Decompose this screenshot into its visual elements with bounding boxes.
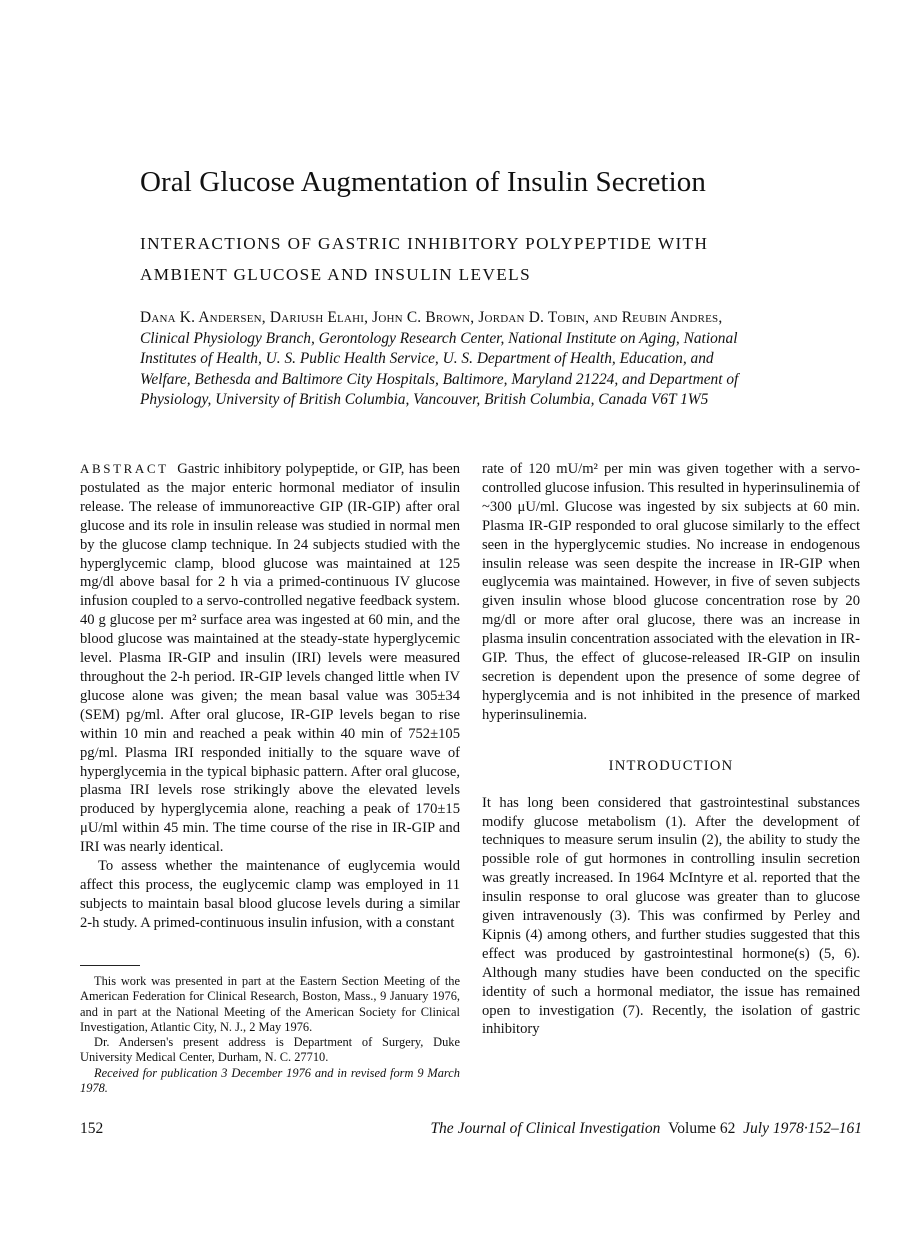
article-subtitle <box>140 228 840 290</box>
footnote-2: Dr. Andersen's present address is Department of Surgery, Duke University Medical Center, Durham, N. C. 27710. <box>80 1035 460 1065</box>
right-column <box>482 460 860 1039</box>
introduction-heading: INTRODUCTION <box>608 757 734 774</box>
abstract-text-2: To assess whether the maintenance of euglycemia would affect this process, the euglycemic clamp was employed in 11 subjects to maintain basal blood glucose levels during a similar 2-h study. A primed-continuous insulin infusion, with a constant <box>80 858 460 931</box>
journal-volume: Volume 62 <box>668 1120 736 1137</box>
author-affiliation: Clinical Physiology Branch, Gerontology Research Center, National Institute on Aging, National Institutes of Health, U. S. Public Health Service, U. S. Department of Health, Education, and Welfare, Bethesda and Baltimore City Hospitals, Baltimore, Maryland 21224, and Department of Physiology, University of British Columbia, Vancouver, British Columbia, Canada V6T 1W5 <box>140 329 739 409</box>
subtitle-line-2: AMBIENT GLUCOSE AND INSULIN LEVELS <box>140 265 532 284</box>
author-names: Dana K. Andersen, Dariush Elahi, John C. Brown, Jordan D. Tobin, and Reubin Andres, <box>140 309 723 326</box>
abstract-text-1: Gastric inhibitory polypeptide, or GIP, has been postulated as the major enteric hormonal mediator of insulin release. The release of immunoreactive GIP (IR-GIP) after oral glucose and its role in insulin release was studied in normal men by the glucose clamp technique. In 24 subjects studied with the hyperglycemic clamp, blood glucose was maintained at 125 mg/dl above basal for 2 h via a primed-continuous IV glucose infusion coupled to a servo-controlled negative feedback system. 40 g glucose per m² surface area was ingested at 60 min, and the blood glucose was maintained at the steady-state hyperglycemic level. Plasma IR-GIP and insulin (IRI) levels were measured throughout the 2-h period. IR-GIP levels changed little when IV glucose alone was given; the mean basal value was 305±34 (SEM) pg/ml. After oral glucose, IR-GIP levels began to rise within 10 min and reached a peak within 40 min of 752±105 pg/ml. Plasma IRI responded initially to the square wave of hyperglycemia in the typical biphasic pattern. After oral glucose, plasma IRI levels rose strikingly above the elevated levels produced by hyperglycemia alone, reaching a peak of 170±15 μU/ml within 45 min. The time course of the rise in IR-GIP and IRI was nearly identical. <box>80 461 461 856</box>
page-footer <box>80 1120 862 1142</box>
abstract-label: ABSTRACT <box>80 461 169 476</box>
page-number: 152 <box>80 1120 104 1137</box>
author-block <box>140 308 740 411</box>
footnote-3: Received for publication 3 December 1976 and in revised form 9 March 1978. <box>80 1065 460 1096</box>
footnote-rule <box>80 965 140 966</box>
footnote-block <box>80 974 460 1096</box>
journal-name: The Journal of Clinical Investigation <box>430 1120 661 1137</box>
journal-issue: July 1978·152–161 <box>743 1120 862 1137</box>
subtitle-line-1: INTERACTIONS OF GASTRIC INHIBITORY POLYPEPTIDE WITH <box>140 234 709 253</box>
footnote-1: This work was presented in part at the Eastern Section Meeting of the American Federation for Clinical Research, Boston, Mass., 9 January 1976, and in part at the National Meeting of the American Society for Clinical Investigation, Atlantic City, N. J., 2 May 1976. <box>80 974 460 1034</box>
abstract-paragraph-2 <box>80 857 460 933</box>
journal-citation <box>430 1120 862 1138</box>
introduction-paragraph-1: It has long been considered that gastrointestinal substances modify glucose metabolism (1). After the development of techniques to measure serum insulin (2), the ability to study the possible role of gut hormones in controlling insulin secretion was greatly increased. In 1964 McIntyre et al. reported that the insulin response to oral glucose was greater than to glucose given intravenously (3). This was confirmed by Perley and Kipnis (4) among others, and further studies suggested that this effect was produced by gastrointestinal hormone(s) (5, 6). Although many studies have been conducted on the specific identity of such a hormonal mediator, the issue has remained open to investigation (7). Recently, the isolation of gastric inhibitory <box>482 794 860 1038</box>
article-title: Oral Glucose Augmentation of Insulin Secretion <box>140 166 706 198</box>
abstract-continuation: rate of 120 mU/m² per min was given together with a servo-controlled glucose infusion. This resulted in hyperinsulinemia of ~300 μU/ml. Glucose was ingested by six subjects at 60 min. Plasma IR-GIP responded to oral glucose similarly to the effect seen in the hyperglycemic studies. No increase in endogenous insulin release was seen despite the increase in IR-GIP when euglycemia was maintained. However, in five of seven subjects given insulin whose blood glucose concentration rose by 20 mg/dl or more after oral glucose, there was an increase in plasma insulin concentration associated with the elevation in IR-GIP. Thus, the effect of glucose-released IR-GIP on insulin secretion is dependent upon the presence of some degree of hyperglycemia and is not inhibited in the presence of marked hyperinsulinemia. <box>482 461 860 723</box>
footnotes <box>80 965 460 1096</box>
left-column <box>80 460 460 933</box>
abstract-paragraph-1 <box>80 460 460 857</box>
